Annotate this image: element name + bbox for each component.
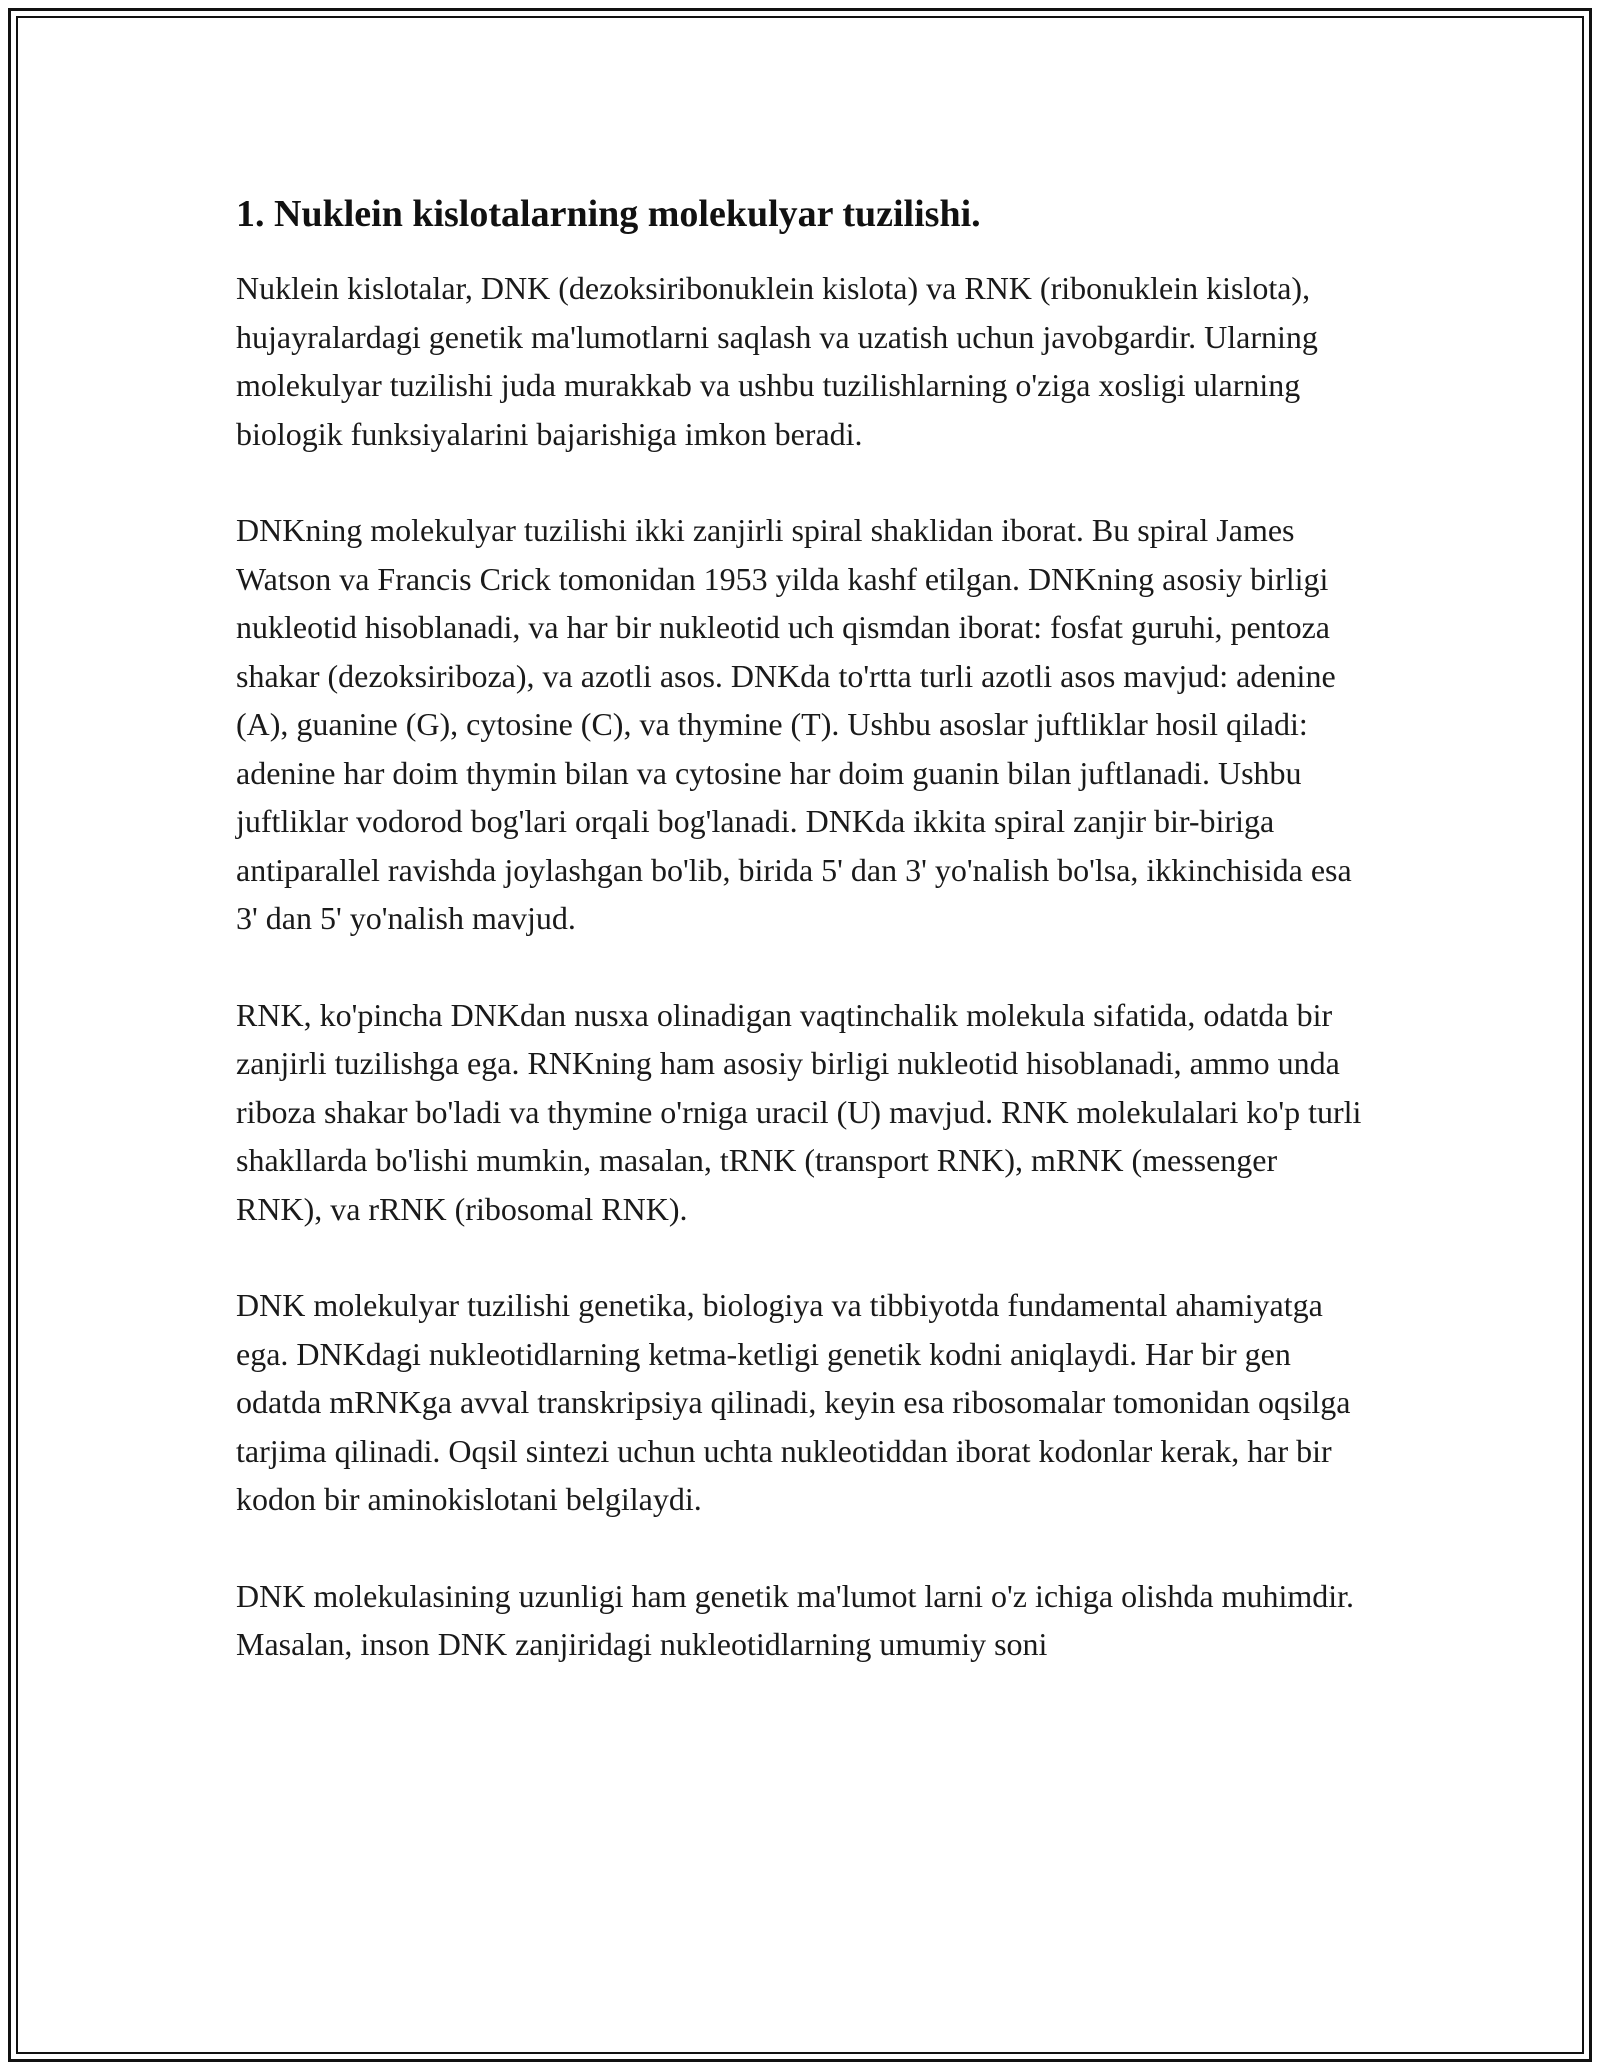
document-body — [236, 186, 1366, 1717]
paragraph-intro: Nuklein kislotalar, DNK (dezoksiribonuklein kislota) va RNK (ribonuklein kislota), hujayralardagi genetik ma'lumotlarni saqlash va uzatish uchun javobgardir. Ularning molekulyar tuzilishi juda murakkab va ushbu tuzilishlarning o'ziga xosligi ularning biologik funksiyalarini bajarishiga imkon beradi. — [236, 270, 1318, 452]
paragraph-dna-length: DNK molekulasining uzunligi ham genetik ma'lumot larni o'z ichiga olishda muhimdir. Masalan, inson DNK zanjiridagi nukleotidlarning umumiy soni — [236, 1577, 1355, 1662]
paragraph-rna-structure: RNK, ko'pincha DNKdan nusxa olinadigan vaqtinchalik molekula sifatida, odatda bir zanjirli tuzilishga ega. RNKning ham asosiy birligi nukleotid hisoblanadi, ammo unda riboza shakar bo'ladi va thymine o'rniga uracil (U) mavjud. RNK molekulalari ko'p turli shakllarda bo'lishi mumkin, masalan, tRNK (transport RNK), mRNK (messenger RNK), va rRNK (ribosomal RNK). — [236, 996, 1362, 1227]
section-heading: 1. Nuklein kislotalarning molekulyar tuzilishi. — [236, 193, 981, 235]
paragraph-genetic-code: DNK molekulyar tuzilishi genetika, biologiya va tibbiyotda fundamental ahamiyatga ega. DNKdagi nukleotidlarning ketma-ketligi genetik kodni aniqlaydi. Har bir gen odatda mRNKga avval transkripsiya qilinadi, keyin esa ribosomalar tomonidan oqsilga tarjima qilinadi. Oqsil sintezi uchun uchta nukleotiddan iborat kodonlar kerak, har bir kodon bir aminokislotani belgilaydi. — [236, 1287, 1351, 1517]
paragraph-dna-structure: DNKning molekulyar tuzilishi ikki zanjirli spiral shaklidan iborat. Bu spiral James Watson va Francis Crick tomonidan 1953 yilda kashf etilgan. DNKning asosiy birligi nukleotid hisoblanadi, va har bir nukleotid uch qismdan iborat: fosfat guruhi, pentoza shakar (dezoksiriboza), va azotli asos. DNKda to'rtta turli azotli asos mavjud: adenine (A), guanine (G), cytosine (C), va thymine (T). Ushbu asoslar juftliklar hosil qiladi: adenine har doim thymin bilan va cytosine har doim guanin bilan juftlanadi. Ushbu juftliklar vodorod bog'lari orqali bog'lanadi. DNKda ikkita spiral zanjir bir-biriga antiparallel ravishda joylashgan bo'lib, birida 5' dan 3' yo'nalish bo'lsa, ikkinchisida esa 3' dan 5' yo'nalish mavjud. — [236, 512, 1352, 936]
